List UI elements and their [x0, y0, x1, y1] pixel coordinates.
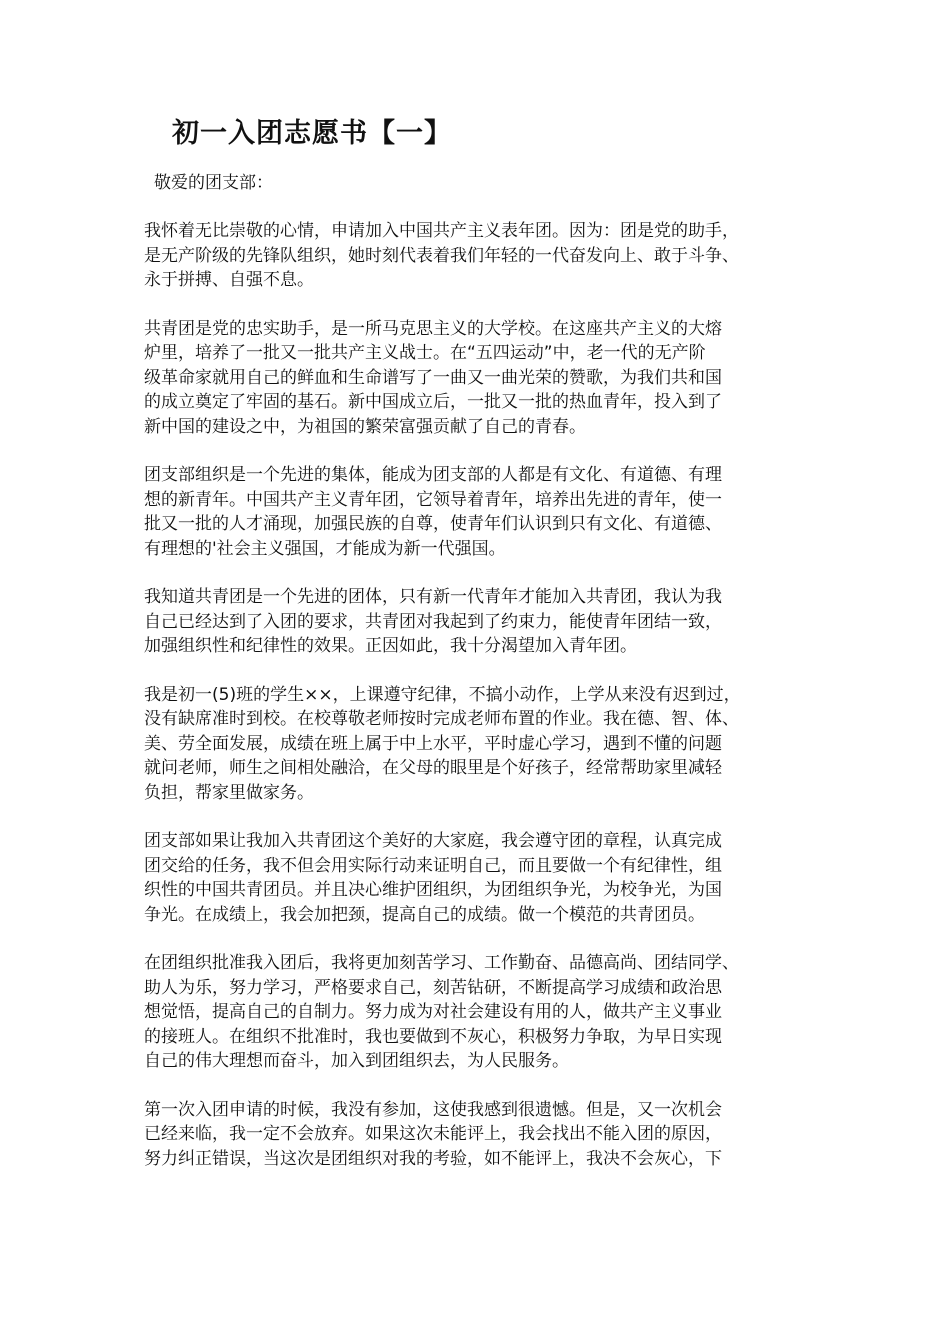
document-title: 初一入团志愿书【一】: [172, 118, 452, 149]
salutation: 敬爱的团支部：: [154, 173, 273, 193]
paragraph-line: 有理想的'社会主义强国，才能成为新一代强国。: [144, 538, 506, 559]
document-body: [144, 219, 824, 1195]
paragraph-line: 是无产阶级的先锋队组织，她时刻代表着我们年轻的一代奋发向上、敢于斗争、: [144, 245, 739, 266]
paragraph-line: 炉里，培养了一批又一批共产主义战士。在“五四运动”中，老一代的无产阶: [144, 343, 706, 363]
paragraph-line: 自己的伟大理想而奋斗，加入到团组织去，为人民服务。: [144, 1051, 569, 1071]
paragraph-line: 负担，帮家里做家务。: [144, 782, 314, 803]
paragraph-line: 级革命家就用自己的鲜血和生命谱写了一曲又一曲光荣的赞歌，为我们共和国: [144, 367, 722, 388]
paragraph-line: 的接班人。在组织不批准时，我也要做到不灰心，积极努力争取，为早日实现: [144, 1026, 722, 1047]
paragraph-line: 第一次入团申请的时候，我没有参加，这使我感到很遗憾。但是，又一次机会: [144, 1099, 722, 1120]
paragraph-line: 美、劳全面发展，成绩在班上属于中上水平，平时虚心学习，遇到不懂的问题: [144, 733, 722, 754]
paragraph-line: 我是初一(5)班的学生××，上课遵守纪律，不搞小动作，上学从来没有迟到过，: [144, 684, 741, 705]
paragraph-line: 团支部如果让我加入共青团这个美好的大家庭，我会遵守团的章程，认真完成: [144, 831, 722, 851]
paragraph: [144, 951, 824, 1074]
paragraph-line: 没有缺席准时到校。在校尊敬老师按时完成老师布置的作业。我在德、智、体、: [144, 709, 739, 729]
paragraph-line: 就问老师，师生之间相处融洽，在父母的眼里是个好孩子，经常帮助家里减轻: [144, 758, 722, 778]
paragraph-line: 团支部组织是一个先进的集体，能成为团支部的人都是有文化、有道德、有理: [144, 465, 722, 485]
paragraph-line: 想觉悟，提高自己的自制力。努力成为对社会建设有用的人，做共产主义事业: [144, 1002, 722, 1022]
paragraph-line: 我怀着无比崇敬的心情，申请加入中国共产主义表年团。因为：团是党的助手，: [144, 221, 739, 241]
paragraph-line: 团交给的任务，我不但会用实际行动来证明自己，而且要做一个有纪律性，组: [144, 855, 722, 876]
paragraph: [144, 1098, 824, 1172]
paragraph: [144, 829, 824, 927]
paragraph: [144, 463, 824, 561]
paragraph-line: 在团组织批准我入团后，我将更加刻苦学习、工作勤奋、品德高尚、团结同学、: [144, 953, 739, 973]
paragraph-line: 想的新青年。中国共产主义青年团，它领导着青年，培养出先进的青年，使一: [144, 489, 722, 510]
paragraph-line: 的成立奠定了牢固的基石。新中国成立后，一批又一批的热血青年，投入到了: [144, 392, 722, 412]
paragraph-line: 永于拼搏、自强不息。: [144, 270, 314, 290]
paragraph-line: 织性的中国共青团员。并且决心维护团组织，为团组织争光，为校争光，为国: [144, 880, 722, 900]
paragraph-line: 新中国的建设之中，为祖国的繁荣富强贡献了自己的青春。: [144, 416, 586, 437]
paragraph: [144, 219, 824, 293]
paragraph-line: 努力纠正错误，当这次是团组织对我的考验，如不能评上，我决不会灰心，下: [144, 1148, 722, 1169]
paragraph-line: 我知道共青团是一个先进的团体，只有新一代青年才能加入共青团，我认为我: [144, 587, 722, 607]
paragraph: [144, 317, 824, 440]
paragraph-line: 争光。在成绩上，我会加把颈，提高自己的成绩。做一个模范的共青团员。: [144, 904, 705, 925]
paragraph: [144, 683, 824, 806]
paragraph-line: 自己已经达到了入团的要求，共青团对我起到了约束力，能使青年团结一致，: [144, 611, 722, 632]
paragraph-line: 批又一批的人才涌现，加强民族的自尊，使青年们认识到只有文化、有道德、: [144, 514, 722, 534]
paragraph: [144, 585, 824, 659]
paragraph-line: 助人为乐，努力学习，严格要求自己，刻苦钻研，不断提高学习成绩和政治思: [144, 977, 722, 998]
paragraph-line: 加强组织性和纪律性的效果。正因如此，我十分渴望加入青年团。: [144, 636, 637, 656]
paragraph-line: 共青团是党的忠实助手，是一所马克思主义的大学校。在这座共产主义的大熔: [144, 318, 722, 339]
paragraph-line: 已经来临，我一定不会放弃。如果这次未能评上，我会找出不能入团的原因，: [144, 1124, 722, 1144]
